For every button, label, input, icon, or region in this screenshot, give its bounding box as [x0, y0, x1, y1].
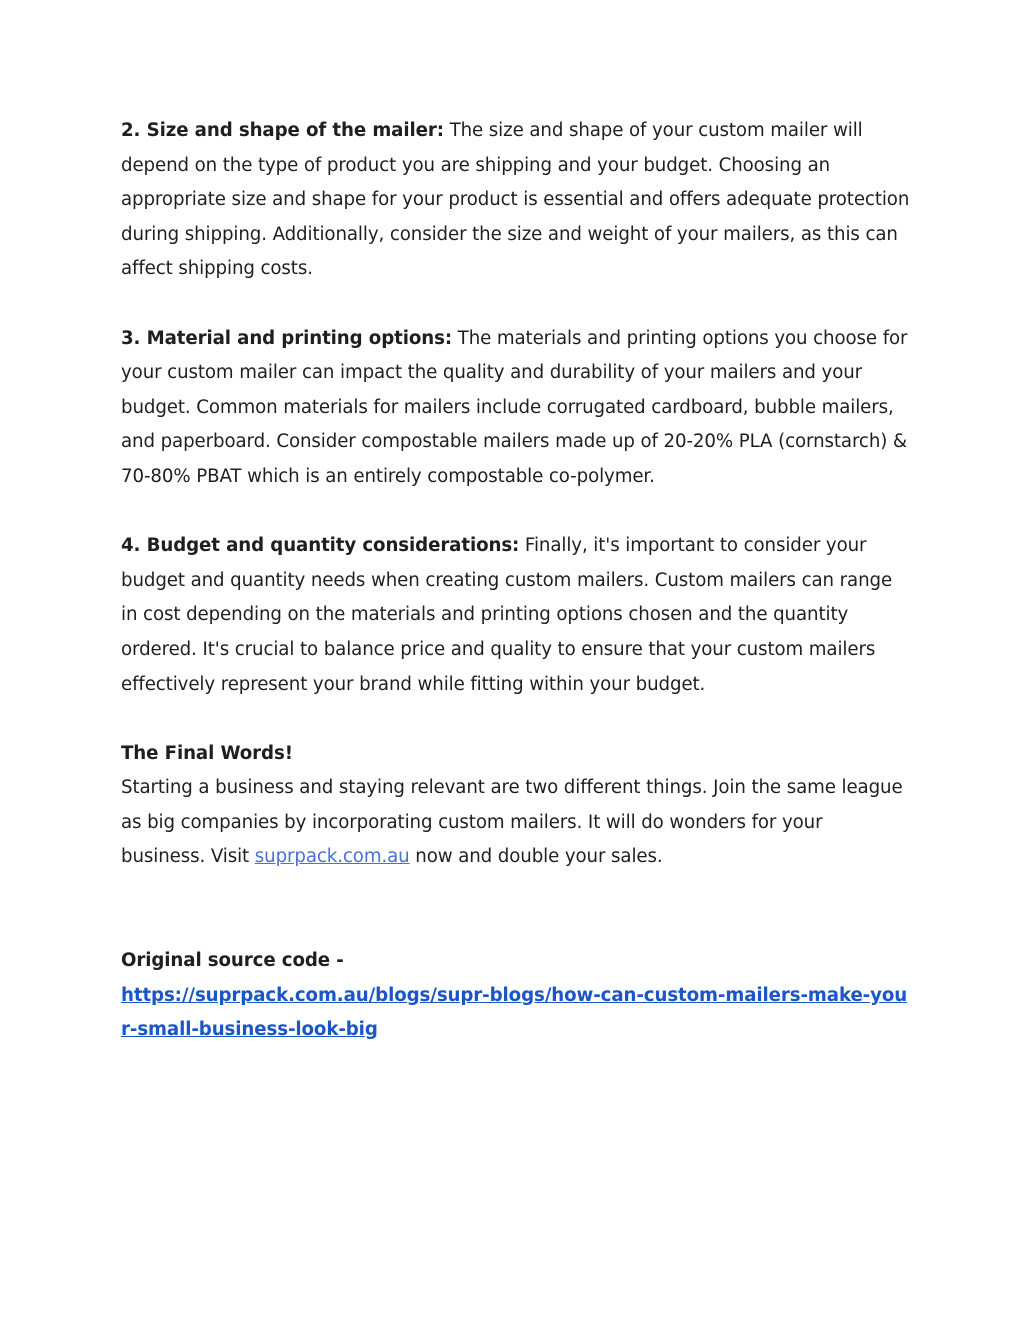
section-heading: 4. Budget and quantity considerations: [121, 535, 520, 557]
section-budget-quantity [121, 529, 911, 702]
section-heading: 2. Size and shape of the mailer: [121, 120, 444, 141]
source-section [121, 944, 911, 1048]
final-words-section [121, 737, 911, 875]
section-material-printing [121, 322, 911, 495]
final-words-text-start: Starting a business and staying relevant are two different things. Join the same league as big companies by incorporating custom mailers. It will do wonders for your business. Visit [121, 777, 903, 868]
section-text: The size and shape of your custom mailer will depend on the type of product you are shipping and your budget. Choosing an appropriate size and shape for your product is essential and offers adequate protection during shipping. Additionally, consider the size and weight of your mailers, as this can affect shipping costs. [121, 120, 910, 280]
document-body [121, 114, 911, 1048]
suprpack-link[interactable]: suprpack.com.au [254, 846, 410, 868]
section-text: Finally, it's important to consider your budget and quantity needs when creating custom mailers. Custom mailers can range in cost depending on the materials and printing options chosen and the quantity ordered. It's crucial to balance price and quality to ensure that your custom mailers effectively represent your brand while fitting within your budget. [121, 535, 893, 695]
source-url-link[interactable]: https://suprpack.com.au/blogs/supr-blogs/how-can-custom-mailers-make-your-small-business-look-big [121, 984, 908, 1041]
section-text: The materials and printing options you choose for your custom mailer can impact the quality and durability of your mailers and your budget. Common materials for mailers include corrugated cardboard, bubble mailers, and paperboard. Consider compostable mailers made up of 20-20% PLA (cornstarch) & 70-80% PBAT which is an entirely compostable co-polymer. [121, 327, 908, 487]
section-heading: 3. Material and printing options: [121, 327, 452, 349]
final-words-text [121, 771, 911, 875]
section-size-shape [121, 114, 911, 287]
final-words-text-end: now and double your sales. [409, 846, 663, 868]
source-label: Original source code - [121, 950, 344, 972]
final-words-heading: The Final Words! [121, 742, 293, 764]
